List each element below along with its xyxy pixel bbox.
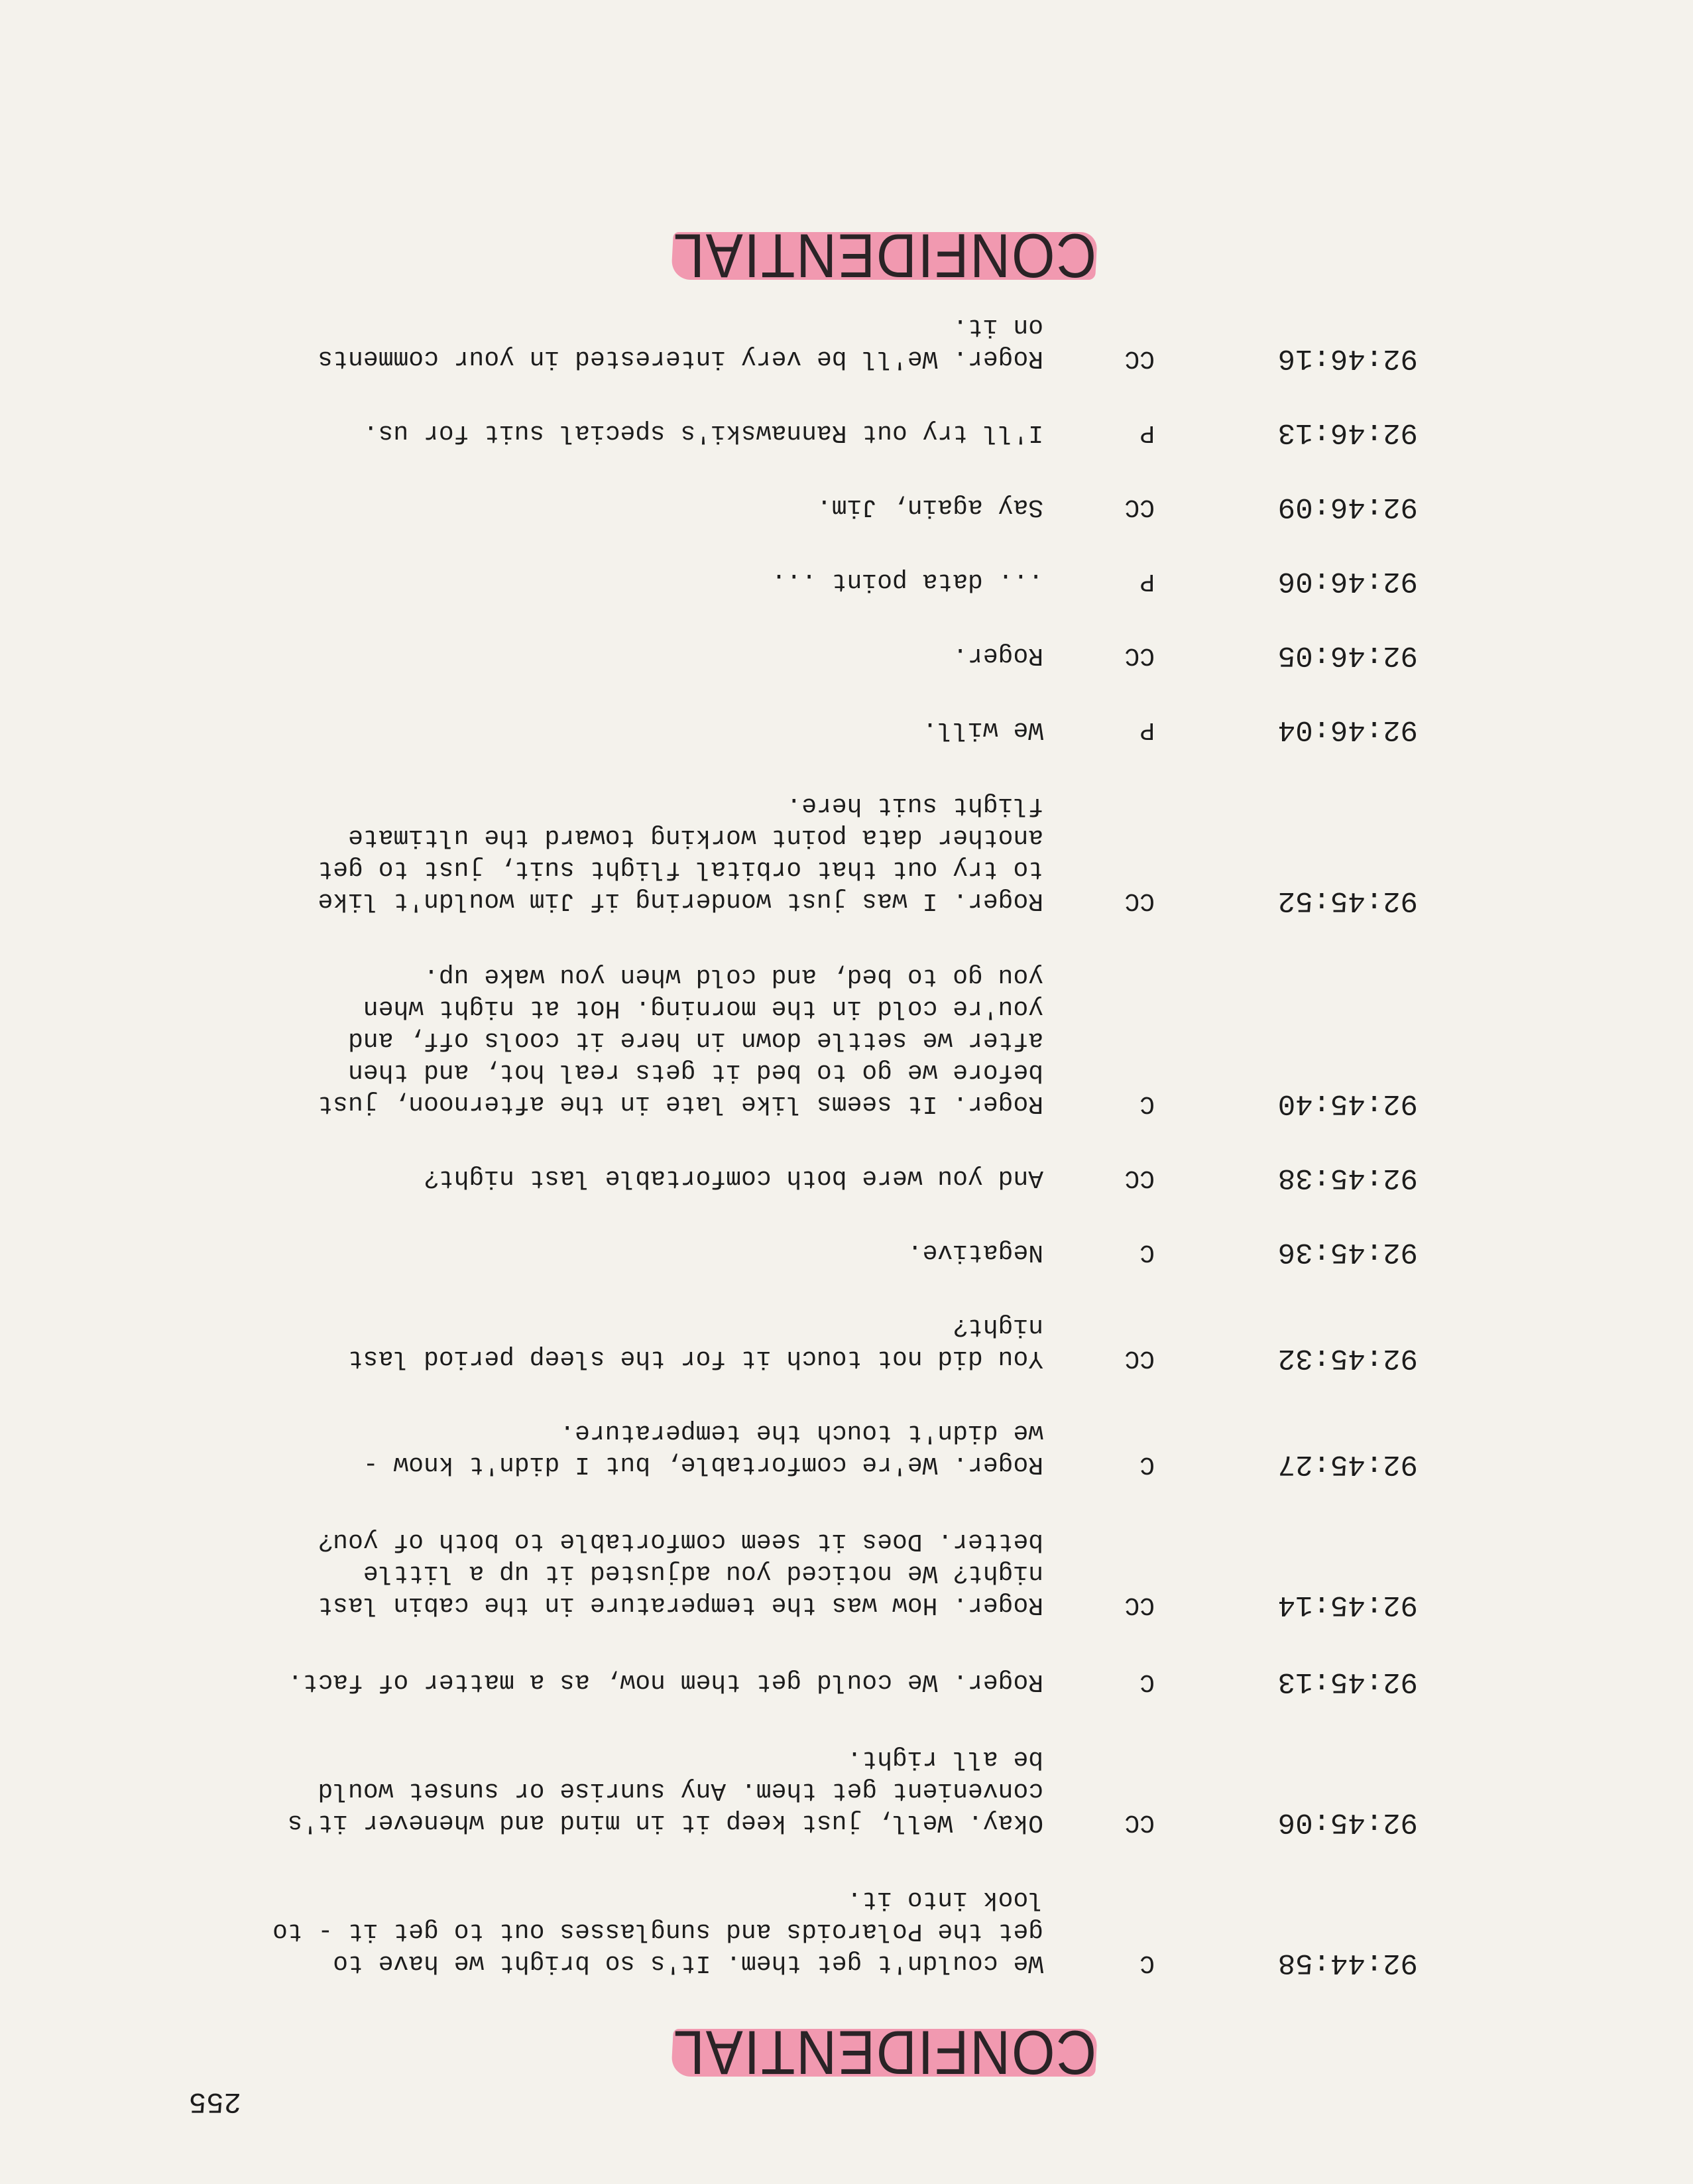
entry-speaker: C xyxy=(1139,1089,1155,1118)
text-line: Roger. I was just wondering if Jim wouldn't like xyxy=(318,886,1043,915)
text-line: ... data point ... xyxy=(771,567,1043,595)
classification-stamp-bottom xyxy=(671,221,1097,292)
text-line: We couldn't get them. It's so bright we have to xyxy=(333,1949,1043,1977)
text-line: We will. xyxy=(922,715,1043,744)
entry-speaker: CC xyxy=(1124,1808,1155,1837)
entry-speaker: CC xyxy=(1124,886,1155,915)
entry-speaker: C xyxy=(1139,1450,1155,1479)
text-line: Roger. It seems like late in the afternoon, just xyxy=(318,1089,1043,1118)
text-line: better. Does it seem comfortable to both of you? xyxy=(318,1527,1043,1555)
entry-time: 92:45:36 xyxy=(1277,1235,1418,1268)
entry-time: 92:45:27 xyxy=(1277,1447,1418,1481)
entry-text xyxy=(228,1236,1043,1268)
text-line: Roger. xyxy=(953,641,1043,670)
text-line: look into it. xyxy=(846,1885,1043,1913)
text-line: Roger. We'll be very interested in your comments xyxy=(318,344,1043,373)
entry-time: 92:44:58 xyxy=(1277,1946,1418,1979)
entry-time: 92:46:13 xyxy=(1277,416,1418,449)
classification-stamp-top xyxy=(671,2018,1097,2089)
entry-speaker: C xyxy=(1139,1949,1155,1977)
text-line: you go to bed, and cold when you wake up. xyxy=(424,962,1043,991)
text-line: Say again, Jim. xyxy=(816,493,1043,521)
text-line: Roger. We're comfortable, but I didn't know - xyxy=(363,1450,1043,1479)
text-line: I'll try out Rannawski's special suit for us. xyxy=(363,418,1043,447)
entry-time: 92:46:04 xyxy=(1277,713,1418,746)
text-line: we didn't touch the temperature. xyxy=(559,1418,1043,1447)
entry-text xyxy=(228,1666,1043,1697)
stamp-text: CONFIDENTIAL xyxy=(671,2018,1097,2089)
entry-time: 92:45:06 xyxy=(1277,1805,1418,1839)
entry-text xyxy=(228,1416,1043,1480)
entry-speaker: C xyxy=(1139,1238,1155,1266)
text-line: You did not touch it for the sleep period last xyxy=(348,1344,1043,1372)
entry-time: 92:46:16 xyxy=(1277,341,1418,375)
entry-text xyxy=(228,1525,1043,1620)
entry-time: 92:45:32 xyxy=(1277,1341,1418,1374)
text-line: night? xyxy=(953,1312,1043,1341)
text-line: flight suit here. xyxy=(786,791,1043,819)
entry-text xyxy=(228,1162,1043,1193)
text-line: Negative. xyxy=(907,1238,1043,1266)
text-line: night? We noticed you adjusted it up a little xyxy=(363,1559,1043,1587)
entry-time: 92:45:14 xyxy=(1277,1588,1418,1621)
entry-time: 92:45:38 xyxy=(1277,1161,1418,1194)
text-line: on it. xyxy=(953,312,1043,341)
entry-text xyxy=(228,416,1043,448)
entry-text xyxy=(228,1742,1043,1838)
entry-speaker: P xyxy=(1139,715,1155,744)
entry-time: 92:45:13 xyxy=(1277,1665,1418,1698)
entry-text xyxy=(228,960,1043,1119)
entry-time: 92:46:06 xyxy=(1277,564,1418,597)
entry-speaker: CC xyxy=(1124,493,1155,521)
entry-text xyxy=(228,310,1043,374)
text-line: after we settle down in here it cools off, and xyxy=(348,1026,1043,1054)
text-line: to try out that orbital flight suit, just to get xyxy=(318,855,1043,883)
entry-speaker: CC xyxy=(1124,1591,1155,1619)
entry-time: 92:46:09 xyxy=(1277,490,1418,523)
entry-speaker: CC xyxy=(1124,641,1155,670)
entry-speaker: CC xyxy=(1124,1164,1155,1192)
text-line: another data point working toward the ultimate xyxy=(348,823,1043,851)
entry-speaker: P xyxy=(1139,567,1155,595)
entry-speaker: CC xyxy=(1124,344,1155,373)
text-line: And you were both comfortable last night? xyxy=(424,1164,1043,1192)
entry-speaker: CC xyxy=(1124,1344,1155,1372)
stamp-text: CONFIDENTIAL xyxy=(671,221,1097,292)
text-line: convenient get them. Any sunrise or sunset would xyxy=(318,1776,1043,1805)
text-line: Roger. We could get them now, as a matter of fact. xyxy=(287,1668,1043,1696)
text-line: Roger. How was the temperature in the cabin last xyxy=(318,1591,1043,1619)
text-line: before we go to bed it gets real hot, and then xyxy=(348,1058,1043,1086)
entry-speaker: P xyxy=(1139,418,1155,447)
page-number: 255 xyxy=(188,2085,241,2118)
entry-text xyxy=(228,491,1043,522)
entry-text xyxy=(228,639,1043,671)
text-line: Okay. Well, just keep it in mind and whenever it's xyxy=(287,1808,1043,1837)
entry-text xyxy=(228,1883,1043,1978)
entry-text xyxy=(228,713,1043,745)
text-line: get the Polaroids and sunglasses out to get it - to xyxy=(272,1917,1043,1945)
entry-time: 92:46:05 xyxy=(1277,638,1418,672)
entry-time: 92:45:40 xyxy=(1277,1087,1418,1120)
entry-text xyxy=(228,1310,1043,1374)
entry-speaker: C xyxy=(1139,1668,1155,1696)
entry-text xyxy=(228,789,1043,916)
entry-text xyxy=(228,565,1043,597)
text-line: you're cold in the morning. Hot at night when xyxy=(363,994,1043,1022)
entry-time: 92:45:52 xyxy=(1277,884,1418,917)
text-line: be all right. xyxy=(846,1744,1043,1773)
